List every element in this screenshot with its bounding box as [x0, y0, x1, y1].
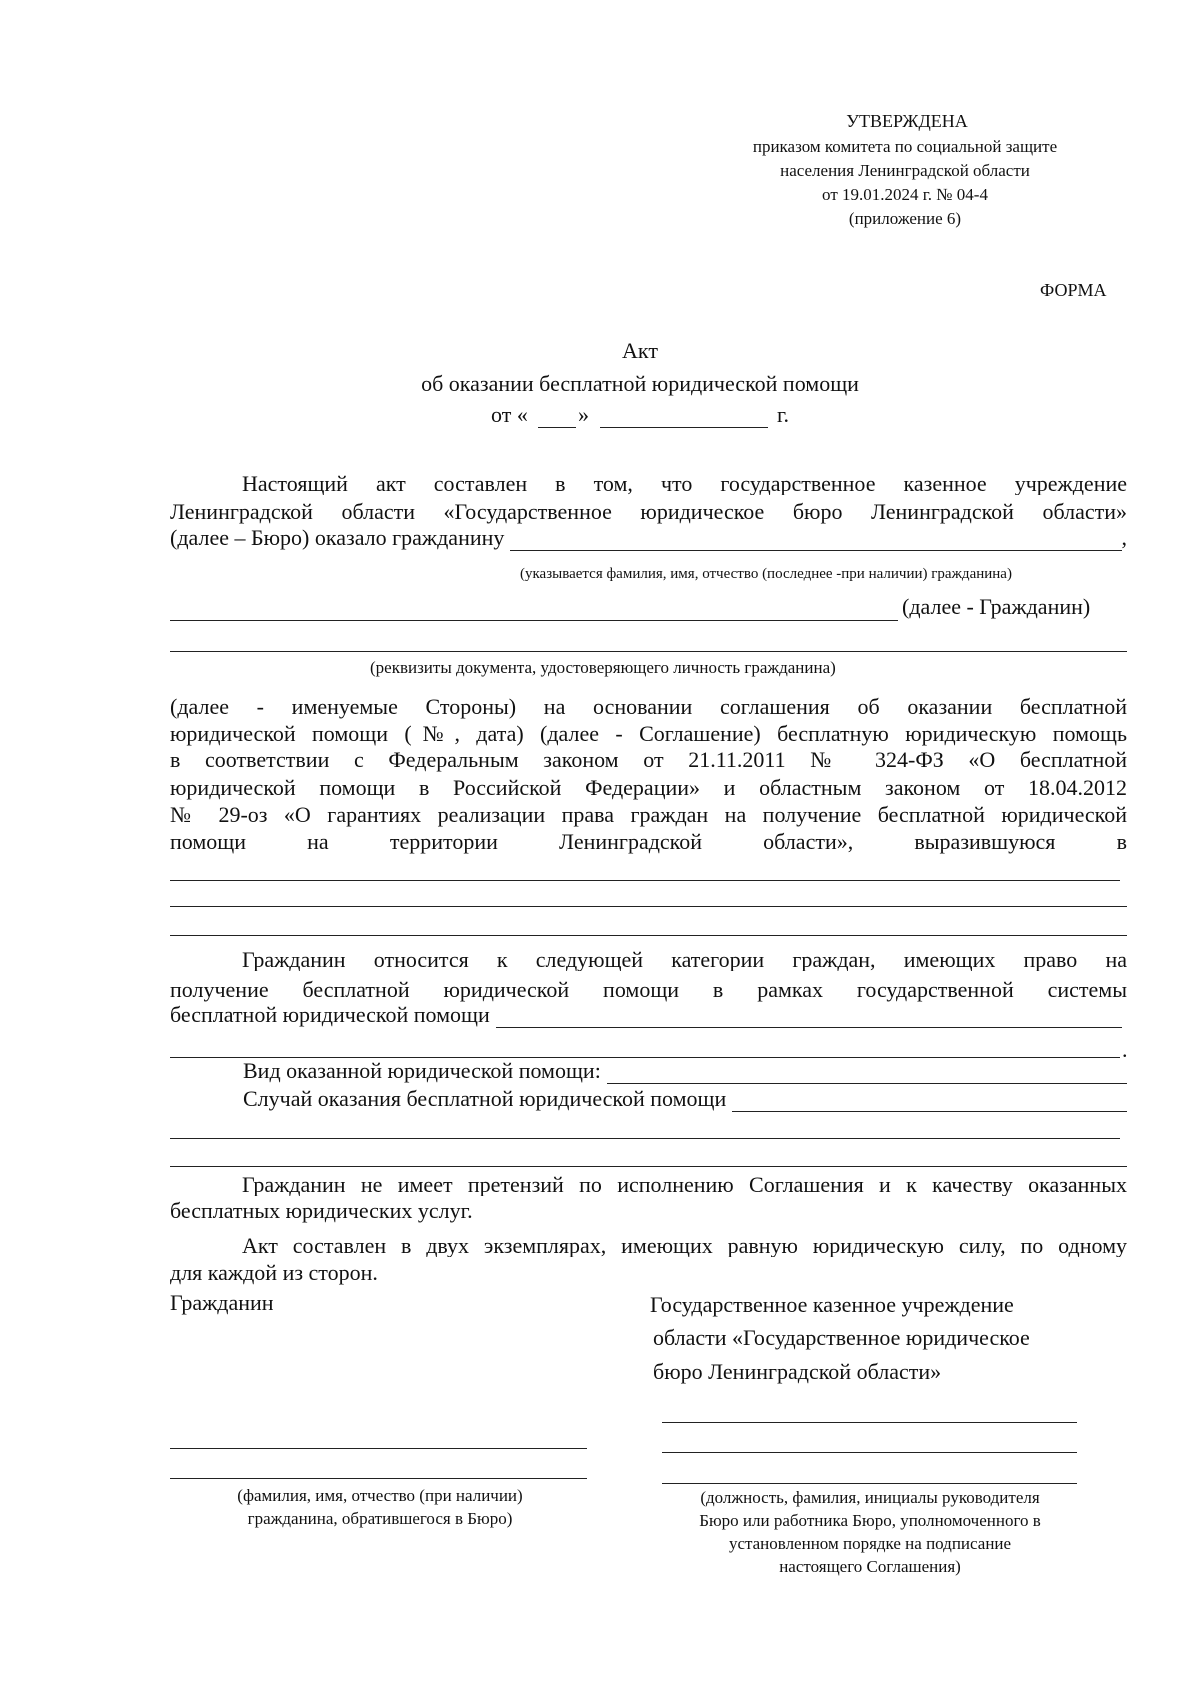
- agreement-line-2: юридической помощи (№, дата) (далее - Соглашение) бесплатную юридическую помощь: [170, 721, 1127, 746]
- date-prefix: от «: [491, 402, 528, 427]
- citizen-signature-caption-1: (фамилия, имя, отчество (при наличии): [237, 1486, 523, 1505]
- copies-line-1: Акт составлен в двух экземплярах, имеющих равную юридическую силу, по одному: [242, 1235, 1127, 1257]
- approval-line-4: (приложение 6): [848, 209, 962, 228]
- identity-document-field[interactable]: [170, 651, 1127, 652]
- date-day-field[interactable]: [538, 427, 576, 428]
- act-title: Акт: [622, 338, 658, 363]
- category-field[interactable]: [496, 1009, 1122, 1028]
- hint-fio: (указывается фамилия, имя, отчество (последнее -при наличии) гражданина): [520, 566, 1012, 582]
- date-mid: »: [578, 402, 589, 427]
- hint-identity-document: (реквизиты документа, удостоверяющего личность гражданина): [370, 658, 836, 677]
- citizen-name-line[interactable]: [170, 1478, 587, 1479]
- category-line-1: Гражданин относится к следующей категории граждан, имеющих право на: [242, 949, 1127, 971]
- citizen-name-field[interactable]: [510, 532, 1121, 551]
- no-claims-line-2: бесплатных юридических услуг.: [170, 1198, 473, 1223]
- date-month-field[interactable]: [600, 427, 768, 428]
- approval-line-1: приказом комитета по социальной защите: [752, 137, 1058, 156]
- help-type-field[interactable]: [607, 1065, 1127, 1084]
- no-claims-line-1: Гражданин не имеет претензий по исполнению Соглашения и к качеству оказанных: [242, 1174, 1127, 1196]
- help-type-label: Вид оказанной юридической помощи:: [243, 1058, 601, 1083]
- help-case-line-3[interactable]: [170, 1166, 1127, 1167]
- bureau-signature-caption-3: установленном порядке на подписание: [728, 1534, 1012, 1553]
- citizen-signature-line[interactable]: [170, 1448, 587, 1449]
- help-description-line-2[interactable]: [170, 906, 1127, 907]
- citizen-name-field-2[interactable]: [170, 620, 898, 621]
- agreement-line-3: в соответствии с Федеральным законом от 21.11.2011 № 324-ФЗ «О бесплатной: [170, 747, 1127, 772]
- intro-line-3: [170, 525, 1127, 551]
- help-case-row: [243, 1086, 1127, 1112]
- date-suffix: г.: [777, 402, 790, 427]
- category-line-2: получение бесплатной юридической помощи в рамках государственной системы: [170, 977, 1127, 1002]
- copies-line-2: для каждой из сторон.: [170, 1260, 378, 1285]
- agreement-line-4: юридической помощи в Российской Федерации» и областным законом от 18.04.2012: [170, 775, 1127, 800]
- help-case-label: Случай оказания бесплатной юридической помощи: [243, 1086, 727, 1111]
- approval-line-3: от 19.01.2024 г. № 04-4: [822, 185, 988, 204]
- form-label: ФОРМА: [1040, 280, 1107, 300]
- category-line-3-text: бесплатной юридической помощи: [170, 1002, 490, 1027]
- help-case-field[interactable]: [732, 1093, 1127, 1112]
- act-subtitle: об оказании бесплатной юридической помощи: [421, 371, 859, 396]
- bureau-signature-caption-1: (должность, фамилия, инициалы руководителя: [700, 1488, 1040, 1507]
- citizen-suffix: (далее - Гражданин): [902, 594, 1091, 619]
- intro-line-3-comma: ,: [1121, 525, 1127, 550]
- party-bureau-line-3: бюро Ленинградской области»: [653, 1359, 942, 1384]
- agreement-line-5: № 29-оз «О гарантиях реализации права граждан на получение бесплатной юридической: [170, 802, 1127, 827]
- agreement-line-6: помощи на территории Ленинградской области», выразившуюся в: [170, 829, 1127, 854]
- bureau-signature-caption-2: Бюро или работника Бюро, уполномоченного в: [699, 1511, 1041, 1530]
- bureau-signature-line[interactable]: [662, 1422, 1077, 1423]
- party-citizen-label: Гражданин: [170, 1290, 274, 1315]
- approval-title: УТВЕРЖДЕНА: [846, 111, 968, 131]
- help-description-line-3[interactable]: [170, 935, 1127, 936]
- approval-line-2: населения Ленинградской области: [780, 161, 1030, 180]
- help-case-line-2[interactable]: [170, 1138, 1120, 1139]
- category-end-dot: .: [1122, 1037, 1128, 1062]
- intro-line-1: Настоящий акт составлен в том, что государственное казенное учреждение: [242, 473, 1127, 495]
- bureau-position-line[interactable]: [662, 1483, 1077, 1484]
- help-description-line-1[interactable]: [170, 880, 1120, 881]
- category-line-3: [170, 1002, 1122, 1028]
- citizen-signature-caption-2: гражданина, обратившегося в Бюро): [247, 1509, 513, 1528]
- bureau-signature-caption-4: настоящего Соглашения): [779, 1557, 961, 1576]
- intro-line-2: Ленинградской области «Государственное юридическое бюро Ленинградской области»: [170, 499, 1127, 524]
- help-type-row: [243, 1058, 1127, 1084]
- party-bureau-line-1: Государственное казенное учреждение: [650, 1292, 1014, 1317]
- intro-line-3-text: (далее – Бюро) оказало гражданину: [170, 525, 505, 550]
- party-bureau-line-2: области «Государственное юридическое: [653, 1325, 1030, 1350]
- agreement-line-1: (далее - именуемые Стороны) на основании соглашения об оказании бесплатной: [170, 694, 1127, 719]
- bureau-name-line[interactable]: [662, 1452, 1077, 1453]
